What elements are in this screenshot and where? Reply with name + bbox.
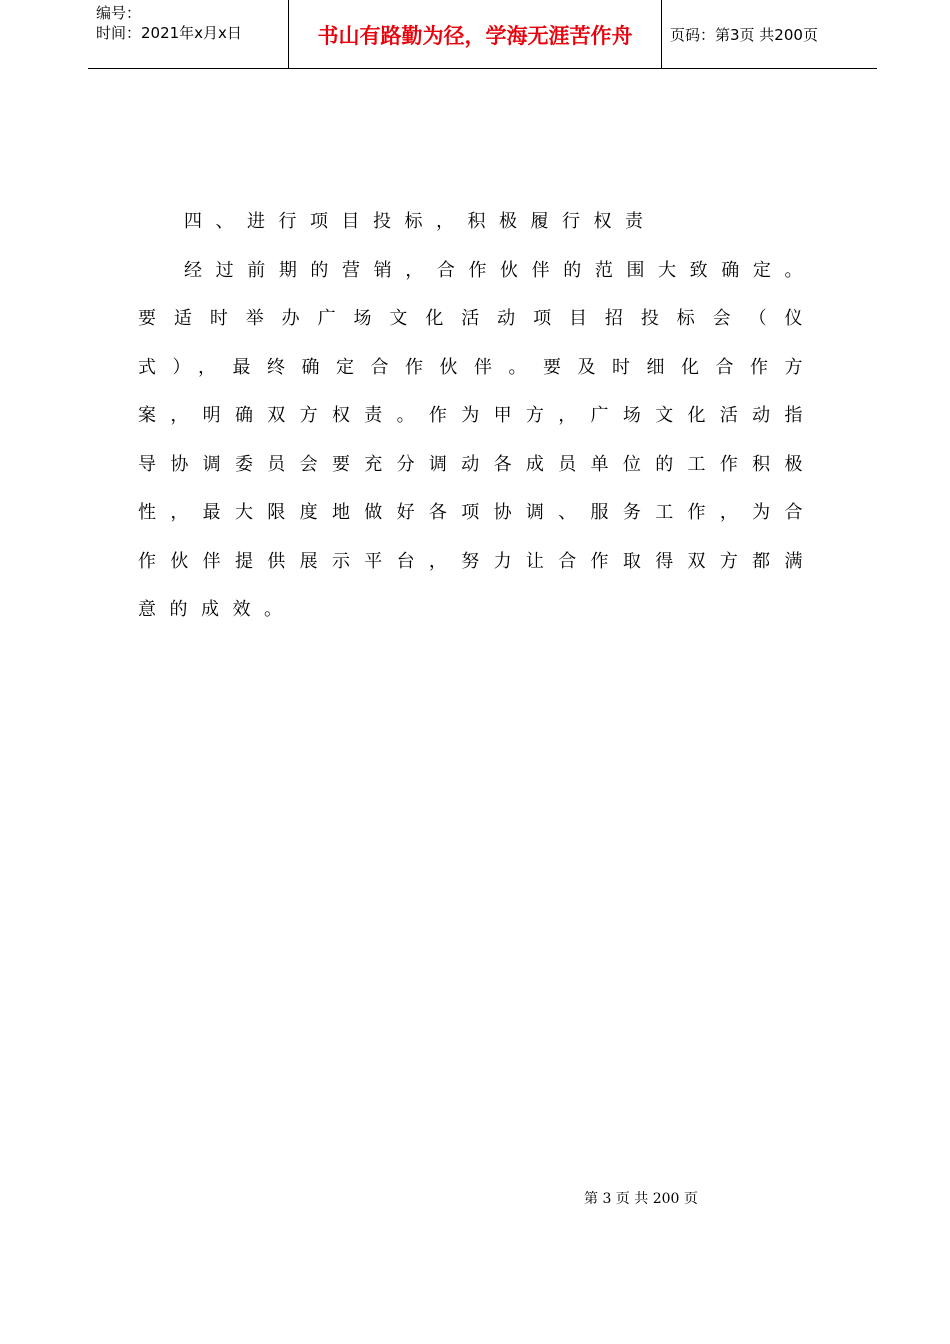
body-paragraph: 经过前期的营销，合作伙伴的范围大致确定。要适时举办广场文化活动项目招投标会（仪式），最终确定合作伙伴。要及时细化合作方案，明确双方权责。作为甲方，广场文化活动指导协调委员会要充分调动各成员单位的工作积极性，最大限度地做好各项协调、服务工作，为合作伙伴提供展示平台，努力让合作取得双方都满意的成效。 xyxy=(138,259,816,620)
page-footer: 第 3 页 共 200 页 xyxy=(584,1191,698,1207)
document-date: 时间：2021年x月x日 xyxy=(96,24,242,42)
header-divider xyxy=(661,0,662,68)
document-number-label: 编号： xyxy=(96,4,142,22)
header-motto: 书山有路勤为径，学海无涯苦作舟 xyxy=(317,24,633,48)
page-header xyxy=(88,0,877,69)
header-page-info: 页码：第3页 共200页 xyxy=(670,26,818,44)
section-heading: 四、进行项目投标，积极履行权责 xyxy=(184,211,657,232)
header-meta xyxy=(96,3,242,43)
document-body xyxy=(138,198,816,635)
